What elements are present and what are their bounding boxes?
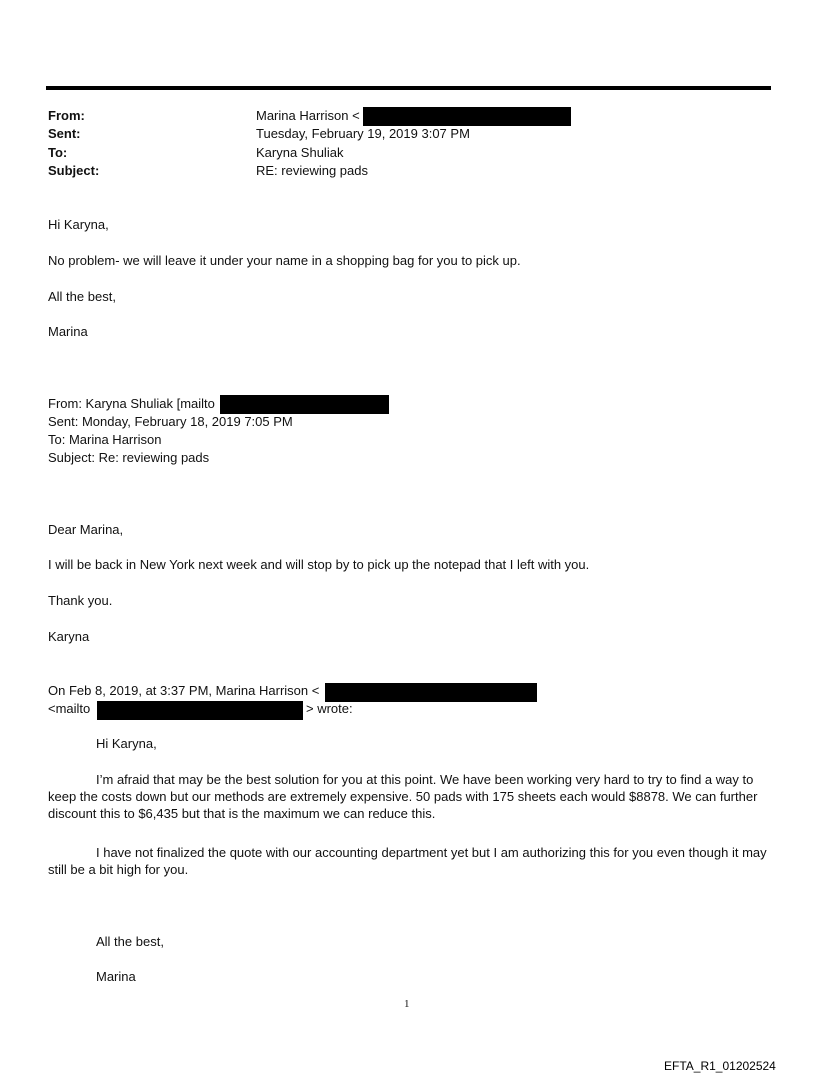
- subject-value: RE: reviewing pads: [256, 163, 368, 178]
- quoted2-wrote: > wrote:: [306, 701, 353, 716]
- quoted1-subject: Subject: Re: reviewing pads: [48, 450, 210, 465]
- redaction-box: [363, 107, 571, 126]
- sent-label: Sent:: [48, 126, 81, 141]
- to-value: Karyna Shuliak: [256, 145, 344, 160]
- sent-value: Tuesday, February 19, 2019 3:07 PM: [256, 126, 470, 141]
- from-label: From:: [48, 108, 85, 123]
- quoted1-sent: Sent: Monday, February 18, 2019 7:05 PM: [48, 414, 293, 429]
- quoted1-signature: Karyna: [48, 629, 90, 644]
- reply-signature: Marina: [48, 324, 88, 339]
- quoted2-paragraph-2: I have not finalized the quote with our accounting department yet but I am authorizing this for you even though it may still be a bit high for you.: [48, 845, 767, 877]
- quoted1-to: To: Marina Harrison: [48, 432, 162, 447]
- page-number: 1: [404, 998, 410, 1010]
- subject-label: Subject:: [48, 163, 100, 178]
- quoted2-intro: On Feb 8, 2019, at 3:37 PM, Marina Harrison <: [48, 683, 320, 698]
- redaction-box: [97, 701, 303, 720]
- reply-body: No problem- we will leave it under your name in a shopping bag for you to pick up.: [48, 253, 521, 268]
- quoted2-paragraph-1: I’m afraid that may be the best solution for you at this point. We have been working very hard to try to find a way to keep the costs down but our methods are extremely expensive. 50 pads with 175 sheets each would $8878. We can further discount this to $6,435 but that is the maximum we can reduce this.: [48, 772, 758, 821]
- redaction-box: [220, 395, 389, 414]
- quoted2-closing: All the best,: [96, 934, 164, 949]
- reply-greeting: Hi Karyna,: [48, 217, 109, 232]
- reply-closing: All the best,: [48, 289, 116, 304]
- quoted2-signature: Marina: [96, 969, 136, 984]
- quoted1-body: I will be back in New York next week and will stop by to pick up the notepad that I left with you.: [48, 557, 590, 572]
- quoted2-mailto: <mailto: [48, 701, 91, 716]
- quoted1-from: From: Karyna Shuliak [mailto: [48, 396, 215, 411]
- quoted1-thanks: Thank you.: [48, 593, 113, 608]
- to-label: To:: [48, 145, 68, 160]
- quoted2-greeting: Hi Karyna,: [96, 736, 157, 751]
- redaction-box: [325, 683, 537, 702]
- header-rule: [46, 86, 771, 90]
- from-value: Marina Harrison <: [256, 108, 360, 123]
- document-id: EFTA_R1_01202524: [664, 1059, 776, 1073]
- quoted1-greeting: Dear Marina,: [48, 522, 124, 537]
